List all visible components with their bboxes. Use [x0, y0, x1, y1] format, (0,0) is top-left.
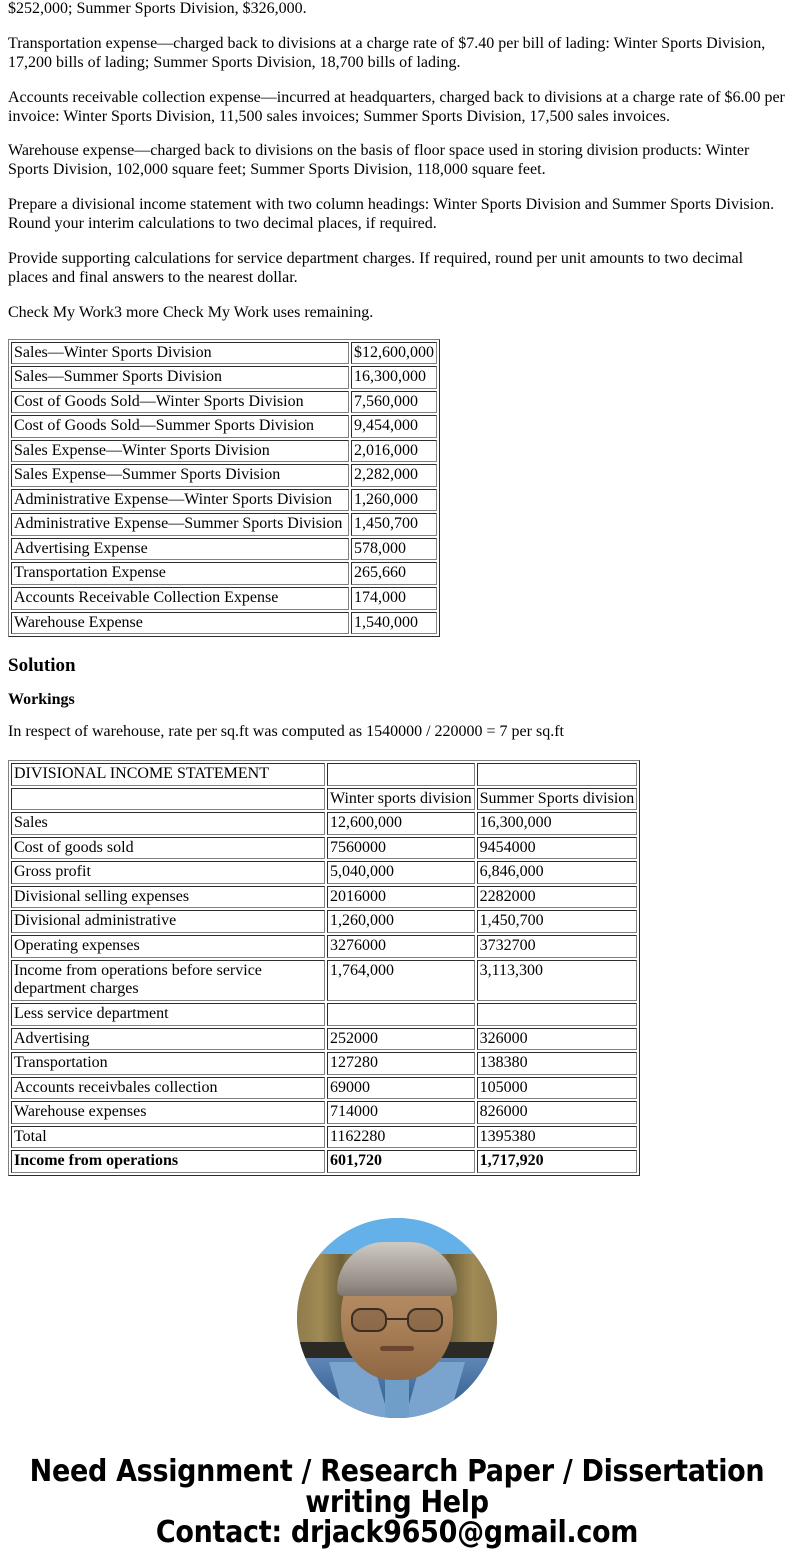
row-value-winter: 601,720: [327, 1150, 475, 1173]
table-row: [11, 837, 637, 860]
row-label: Total: [11, 1126, 325, 1149]
table-row: [11, 1003, 637, 1026]
avatar-mouth: [380, 1346, 414, 1351]
row-value-winter: 127280: [327, 1052, 475, 1075]
avatar-lens-left: [351, 1308, 387, 1332]
statement-title-spacer-summer: [477, 763, 638, 786]
table-row: [11, 562, 437, 585]
paragraph-transportation-expense: Transportation expense—charged back to divisions at a charge rate of $7.40 per bill of lading: Winter Sports Division, 17,200 bills of lading; Summer Sports Division, 18,700 bills of lading.: [8, 34, 766, 71]
table-row: [11, 391, 437, 414]
row-amount: 2,282,000: [351, 464, 437, 487]
row-value-summer: 1,450,700: [477, 910, 638, 933]
row-label: Administrative Expense—Summer Sports Division: [11, 513, 349, 536]
row-amount: 1,540,000: [351, 612, 437, 635]
promo-line-2: writing Help: [305, 1484, 489, 1520]
row-label: Less service department: [11, 1003, 325, 1026]
table-title-row: [11, 763, 637, 786]
row-label: Transportation Expense: [11, 562, 349, 585]
question-text-block: [8, 0, 786, 323]
row-label: Sales Expense—Summer Sports Division: [11, 464, 349, 487]
paragraph-prepare-instruction: Prepare a divisional income statement with two column headings: Winter Sports Division and Summer Sports Division. Round your interim calculations to two decimal places, if required.: [8, 196, 775, 232]
row-value-summer: 6,846,000: [477, 861, 638, 884]
row-amount: 7,560,000: [351, 391, 437, 414]
paragraph-warehouse-expense: Warehouse expense—charged back to divisions on the basis of floor space used in storing division products: Winter Sports Division, 102,000 square feet; Summer Sports Division, 118,000 square feet.: [8, 142, 750, 179]
row-value-summer: 9454000: [477, 837, 638, 860]
table-row: [11, 910, 637, 933]
row-value-winter: 3276000: [327, 935, 475, 958]
row-amount: 1,450,700: [351, 513, 437, 536]
row-label: Transportation: [11, 1052, 325, 1075]
row-label: Sales—Winter Sports Division: [11, 342, 349, 365]
row-label: Operating expenses: [11, 935, 325, 958]
row-label: Advertising: [11, 1028, 325, 1051]
table-row: [11, 1028, 637, 1051]
row-value-summer: 138380: [477, 1052, 638, 1075]
table-row: [11, 935, 637, 958]
table-row: [11, 538, 437, 561]
table-row: [11, 489, 437, 512]
row-value-summer: 2282000: [477, 886, 638, 909]
column-header-label: [11, 788, 325, 811]
table-row: [11, 1126, 637, 1149]
row-amount: 16,300,000: [351, 366, 437, 389]
table-row: [11, 960, 637, 1001]
row-amount: 1,260,000: [351, 489, 437, 512]
statement-title: DIVISIONAL INCOME STATEMENT: [11, 763, 325, 786]
table-row: [11, 1052, 637, 1075]
table-row: [11, 812, 637, 835]
row-amount: 2,016,000: [351, 440, 437, 463]
row-value-summer: 3732700: [477, 935, 638, 958]
row-label: Warehouse expenses: [11, 1101, 325, 1124]
solution-heading: Solution: [8, 655, 76, 677]
row-label: Accounts Receivable Collection Expense: [11, 587, 349, 610]
row-label: Advertising Expense: [11, 538, 349, 561]
workings-text: In respect of warehouse, rate per sq.ft was computed as 1540000 / 220000 = 7 per sq.ft: [8, 723, 564, 741]
row-value-winter: 1,764,000: [327, 960, 475, 1001]
table-row: [11, 366, 437, 389]
table-row: [11, 464, 437, 487]
promo-line-1: Need Assignment / Research Paper / Dissertation: [29, 1453, 765, 1489]
row-amount: $12,600,000: [351, 342, 437, 365]
row-label: Divisional administrative: [11, 910, 325, 933]
row-label: Cost of goods sold: [11, 837, 325, 860]
table-row: [11, 513, 437, 536]
column-header-summer: Summer Sports division: [477, 788, 638, 811]
table-row: [11, 1101, 637, 1124]
row-amount: 578,000: [351, 538, 437, 561]
row-value-winter: 1,260,000: [327, 910, 475, 933]
row-label: Cost of Goods Sold—Winter Sports Division: [11, 391, 349, 414]
table-row: [11, 587, 437, 610]
row-label: Gross profit: [11, 861, 325, 884]
table-row: [11, 1077, 637, 1100]
given-amounts-table-body: [11, 342, 437, 635]
row-label: Cost of Goods Sold—Summer Sports Division: [11, 415, 349, 438]
avatar-lens-right: [407, 1308, 443, 1332]
row-label: Sales Expense—Winter Sports Division: [11, 440, 349, 463]
row-label: Divisional selling expenses: [11, 886, 325, 909]
row-value-summer: [477, 1003, 638, 1026]
column-header-winter: Winter sports division: [327, 788, 475, 811]
row-value-winter: 252000: [327, 1028, 475, 1051]
divisional-income-statement-table: [8, 760, 640, 1176]
divisional-table-body: [11, 763, 637, 1173]
row-value-summer: 826000: [477, 1101, 638, 1124]
table-row: [11, 861, 637, 884]
row-label: Warehouse Expense: [11, 612, 349, 635]
table-row: [11, 612, 437, 635]
row-label: Sales—Summer Sports Division: [11, 366, 349, 389]
workings-heading: Workings: [8, 690, 75, 708]
row-label: Income from operations: [11, 1150, 325, 1173]
row-value-summer: 1,717,920: [477, 1150, 638, 1173]
paragraph-1: $252,000; Summer Sports Division, $326,000.: [8, 0, 307, 17]
row-value-winter: [327, 1003, 475, 1026]
row-value-summer: 105000: [477, 1077, 638, 1100]
table-total-row: [11, 1150, 637, 1173]
avatar-lens-bridge: [387, 1318, 407, 1320]
promo-block: [8, 1453, 786, 1565]
avatar: [297, 1218, 497, 1418]
row-value-summer: 16,300,000: [477, 812, 638, 835]
row-value-winter: 1162280: [327, 1126, 475, 1149]
paragraph-supporting-calculations: Provide supporting calculations for service department charges. If required, round per unit amounts to two decimal places and final answers to the nearest dollar.: [8, 249, 744, 286]
table-header-row: [11, 788, 637, 811]
row-amount: 265,660: [351, 562, 437, 585]
row-value-winter: 2016000: [327, 886, 475, 909]
row-label: Accounts receivbales collection: [11, 1077, 325, 1100]
row-amount: 174,000: [351, 587, 437, 610]
table-row: [11, 415, 437, 438]
row-label: Income from operations before service department charges: [11, 960, 325, 1001]
row-value-winter: 714000: [327, 1101, 475, 1124]
row-label: Sales: [11, 812, 325, 835]
paragraph-check-my-work: Check My Work3 more Check My Work uses remaining.: [8, 303, 374, 321]
row-value-summer: 1395380: [477, 1126, 638, 1149]
row-label: Administrative Expense—Winter Sports Division: [11, 489, 349, 512]
table-row: [11, 440, 437, 463]
row-value-winter: 12,600,000: [327, 812, 475, 835]
row-value-summer: 3,113,300: [477, 960, 638, 1001]
row-value-summer: 326000: [477, 1028, 638, 1051]
row-amount: 9,454,000: [351, 415, 437, 438]
avatar-glasses-icon: [351, 1308, 443, 1332]
statement-title-spacer-winter: [327, 763, 475, 786]
promo-contact-email[interactable]: Contact: drjack9650@gmail.com: [155, 1515, 639, 1551]
row-value-winter: 69000: [327, 1077, 475, 1100]
table-row: [11, 342, 437, 365]
avatar-container: [8, 1218, 786, 1423]
row-value-winter: 7560000: [327, 837, 475, 860]
row-value-winter: 5,040,000: [327, 861, 475, 884]
paragraph-accounts-receivable-expense: Accounts receivable collection expense—incurred at headquarters, charged back to divisions at a charge rate of $6.00 per invoice: Winter Sports Division, 11,500 sales invoices; Summer Sports Division, 17,500 sales invoices.: [8, 88, 785, 125]
table-row: [11, 886, 637, 909]
given-amounts-table: [8, 339, 440, 638]
